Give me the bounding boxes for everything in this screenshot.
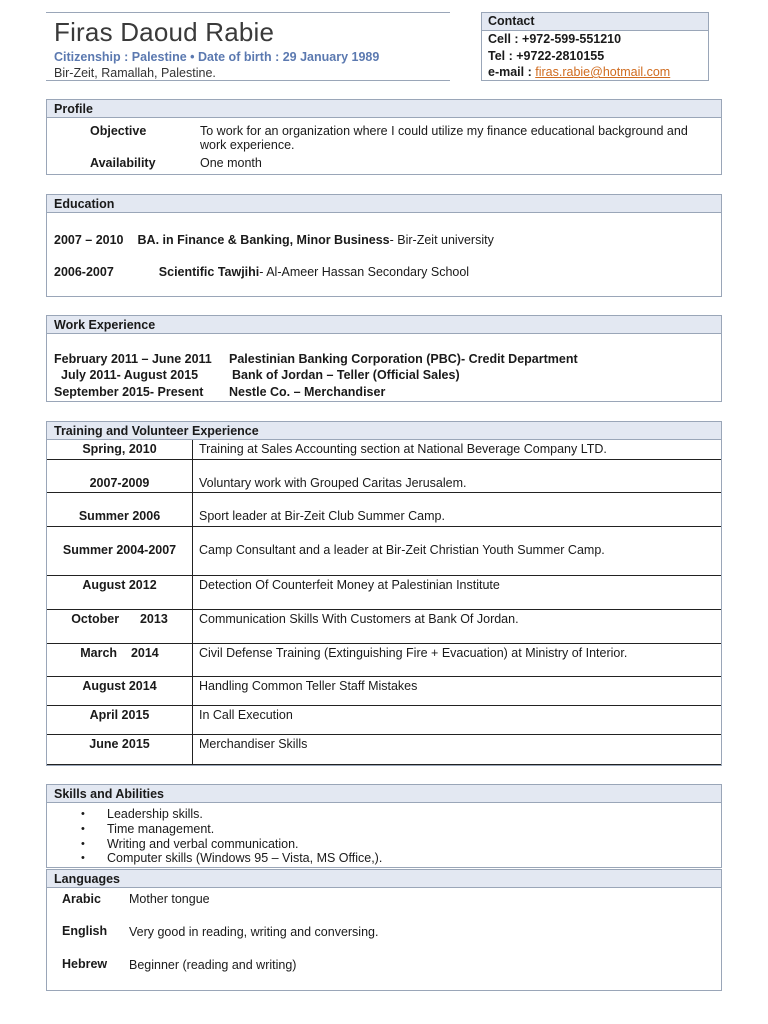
table-row <box>47 644 721 677</box>
table-row <box>47 493 721 527</box>
training-desc: Merchandiser Skills <box>199 737 308 751</box>
language-level: Beginner (reading and writing) <box>129 958 297 972</box>
languages-section <box>46 869 722 991</box>
contact-email-row <box>482 64 708 81</box>
education-section <box>46 194 722 297</box>
language-name: Arabic <box>62 892 101 906</box>
list-item: • Leadership skills. <box>81 807 382 822</box>
training-date: 2007-2009 <box>89 476 150 490</box>
availability-value: One month <box>200 156 262 170</box>
work-title: Work Experience <box>47 316 721 334</box>
table-row <box>47 677 721 706</box>
education-years: 2006-2007 <box>54 265 114 279</box>
training-date: April 2015 <box>89 708 150 722</box>
table-row <box>47 706 721 735</box>
education-place: - Al-Ameer Hassan Secondary School <box>259 265 470 279</box>
training-title: Training and Volunteer Experience <box>47 422 721 440</box>
profile-title: Profile <box>47 100 721 118</box>
contact-tel: Tel : +9722-2810155 <box>488 48 605 63</box>
training-date: August 2014 <box>82 679 157 693</box>
training-date: Summer 2004-2007 <box>62 543 177 557</box>
education-item <box>54 233 494 247</box>
list-item: • Writing and verbal communication. <box>81 837 382 852</box>
language-level: Very good in reading, writing and conversing. <box>129 925 379 939</box>
list-item: • Time management. <box>81 822 382 837</box>
work-date: July 2011- August 2015 <box>61 368 199 382</box>
profile-section <box>46 99 722 175</box>
objective-line-1: To work for an organization where I could utilize my finance educational background and <box>200 124 688 138</box>
skills-title: Skills and Abilities <box>47 785 721 803</box>
training-desc: Camp Consultant and a leader at Bir-Zeit Christian Youth Summer Camp. <box>199 543 605 557</box>
address: Bir-Zeit, Ramallah, Palestine. <box>54 66 216 80</box>
education-title: Education <box>47 195 721 213</box>
work-date: February 2011 – June 2011 <box>54 352 212 366</box>
language-name: English <box>62 924 108 938</box>
work-role: Nestle Co. – Merchandiser <box>229 385 386 399</box>
training-date: March 2014 <box>80 646 159 660</box>
objective-line-2: work experience. <box>200 138 295 152</box>
training-desc: Voluntary work with Grouped Caritas Jerusalem. <box>199 476 467 490</box>
training-date: Spring, 2010 <box>82 442 157 456</box>
training-desc: Communication Skills With Customers at Bank Of Jordan. <box>199 612 519 626</box>
education-years: 2007 – 2010 <box>54 233 124 247</box>
training-desc: Sport leader at Bir-Zeit Club Summer Camp. <box>199 509 445 523</box>
table-row <box>47 527 721 576</box>
training-date: October 2013 <box>71 612 168 626</box>
training-date: June 2015 <box>89 737 150 751</box>
languages-title: Languages <box>47 870 721 888</box>
education-degree: BA. in Finance & Banking, Minor Business <box>137 233 390 247</box>
contact-box <box>481 12 709 81</box>
table-row <box>47 610 721 644</box>
training-date: Summer 2006 <box>78 509 161 523</box>
email-label: e-mail : <box>488 65 536 79</box>
education-degree: Scientific Tawjihi <box>158 265 260 279</box>
work-section <box>46 315 722 402</box>
availability-label: Availability <box>90 156 156 170</box>
list-item: • Computer skills (Windows 95 – Vista, MS Office,). <box>81 851 382 866</box>
training-desc: Training at Sales Accounting section at National Beverage Company LTD. <box>199 442 607 456</box>
language-name: Hebrew <box>62 957 108 971</box>
table-row <box>47 460 721 493</box>
training-desc: Detection Of Counterfeit Money at Palestinian Institute <box>199 578 500 592</box>
contact-cell: Cell : +972-599-551210 <box>488 32 622 46</box>
table-row <box>47 735 721 765</box>
citizenship-line: Citizenship : Palestine • Date of birth : 29 January 1989 <box>54 50 380 64</box>
contact-title: Contact <box>482 13 708 31</box>
skills-section <box>46 784 722 868</box>
training-desc: Civil Defense Training (Extinguishing Fire + Evacuation) at Ministry of Interior. <box>199 646 628 660</box>
work-role: Palestinian Banking Corporation (PBC)- Credit Department <box>229 352 578 366</box>
table-row <box>47 576 721 610</box>
education-place: - Bir-Zeit university <box>389 233 494 247</box>
table-row <box>47 440 721 460</box>
work-role: Bank of Jordan – Teller (Official Sales) <box>232 368 460 382</box>
skills-list <box>81 807 382 866</box>
education-item <box>54 265 469 279</box>
training-date: August 2012 <box>82 578 157 592</box>
work-date: September 2015- Present <box>54 385 204 399</box>
training-section <box>46 421 722 766</box>
resume-header <box>46 12 450 81</box>
training-desc: Handling Common Teller Staff Mistakes <box>199 679 418 693</box>
language-level: Mother tongue <box>129 892 210 906</box>
email-link[interactable]: firas.rabie@hotmail.com <box>535 65 671 79</box>
training-desc: In Call Execution <box>199 708 293 722</box>
objective-label: Objective <box>90 124 147 138</box>
applicant-name: Firas Daoud Rabie <box>54 17 275 47</box>
